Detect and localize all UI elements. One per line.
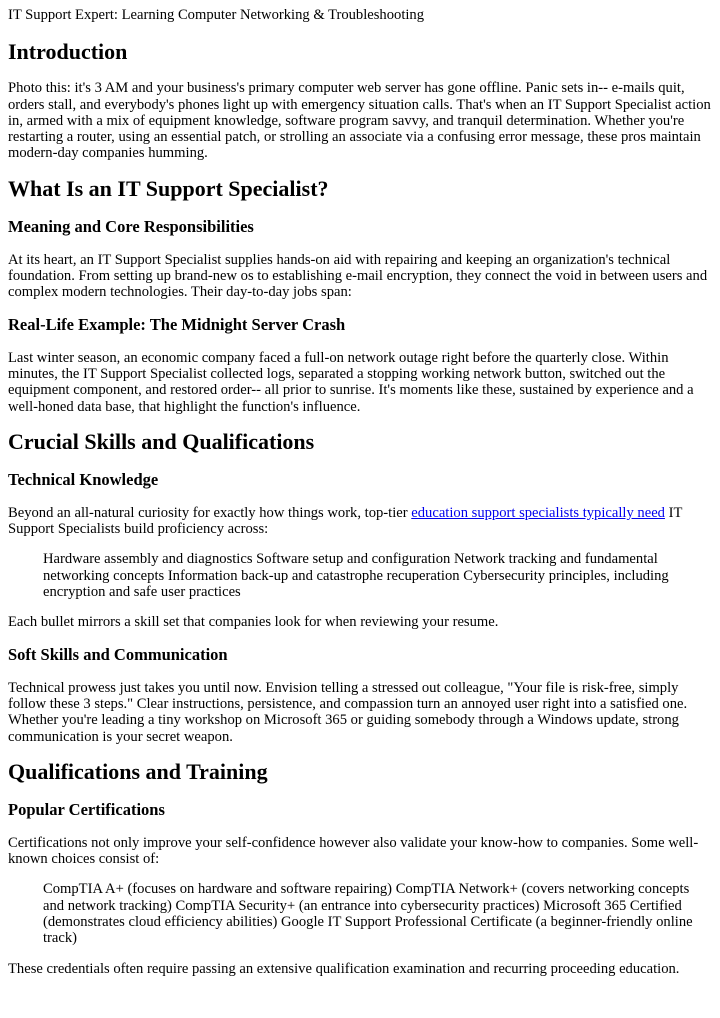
qualifications-heading: Qualifications and Training — [8, 758, 268, 784]
final-paragraph: These credentials often require passing an extensive qualification examination and recurring proceeding education. — [8, 960, 680, 977]
certifications-quote: CompTIA A+ (focuses on hardware and software repairing) CompTIA Network+ (covers networking concepts and network tracking) CompTIA Security+ (an entrance into cybersecurity practices) Microsoft 365 Certified (demonstrates cloud efficiency abilities) Google IT Support Professional Certificate (a beginner-friendly online track) — [43, 881, 693, 947]
soft-skills-heading: Soft Skills and Communication — [8, 644, 228, 664]
meaning-heading: Meaning and Core Responsibilities — [8, 216, 254, 236]
document-title: IT Support Expert: Learning Computer Networking & Troubleshooting — [8, 7, 425, 23]
what-is-heading: What Is an IT Support Specialist? — [8, 175, 329, 201]
certifications-heading: Popular Certifications — [8, 799, 165, 819]
meaning-paragraph: At its heart, an IT Support Specialist supplies hands-on aid with repairing and keeping an organization's technical foundation. From setting up brand-new os to establishing e-mail encryption, they connect the void in between users and complex modern technologies. Their day-to-day jobs span: — [8, 251, 708, 301]
introduction-paragraph: Photo this: it's 3 AM and your business's primary computer web server has gone offline. Panic sets in-- e-mails quit, orders stall, and everybody's phones light up with emergency situation calls. That's when an IT Support Specialist action in, armed with a mix of equipment knowledge, software program savvy, and tranquil determination. Whether you're restarting a router, using an essential patch, or strolling an associate via a confusing error message, these pros maintain modern-day companies humming. — [8, 80, 711, 162]
education-support-link[interactable]: education support specialists typically need — [411, 504, 665, 521]
skills-heading: Crucial Skills and Qualifications — [8, 428, 315, 454]
technical-paragraph — [8, 505, 712, 538]
technical-text-before: Beyond an all-natural curiosity for exactly how things work, top-tier — [8, 504, 412, 521]
real-life-heading: Real-Life Example: The Midnight Server Crash — [8, 314, 346, 334]
bullet-paragraph: Each bullet mirrors a skill set that companies look for when reviewing your resume. — [8, 614, 499, 631]
introduction-heading: Introduction — [8, 39, 128, 65]
technical-text-after: IT Support Specialists build proficiency across: — [8, 504, 683, 538]
soft-skills-paragraph: Technical prowess just takes you until now. Envision telling a stressed out colleague, "Your file is risk-free, simply follow these 3 steps." Clear instructions, persistence, and compassion turn an annoyed user right into a satisfied one. Whether you're leading a tiny workshop on Microsoft 365 or guiding somebody through a Windows update, strong communication is your secret weapon. — [8, 679, 688, 745]
certifications-paragraph: Certifications not only improve your self-confidence however also validate your know-how to companies. Some well-known choices consist of: — [8, 834, 699, 868]
technical-knowledge-heading: Technical Knowledge — [8, 469, 159, 489]
real-life-paragraph: Last winter season, an economic company faced a full-on network outage right before the quarterly close. Within minutes, the IT Support Specialist collected logs, separated a stopping working network button, switched out the equipment component, and restored order-- all prior to sunrise. It's moments like these, sustained by experience and a well-honed data base, that highlight the function's influence. — [8, 349, 694, 415]
technical-skills-quote: Hardware assembly and diagnostics Software setup and configuration Network tracking and fundamental networking concepts Information back-up and catastrophe recuperation Cybersecurity principles, including encryption and safe user practices — [43, 551, 669, 601]
